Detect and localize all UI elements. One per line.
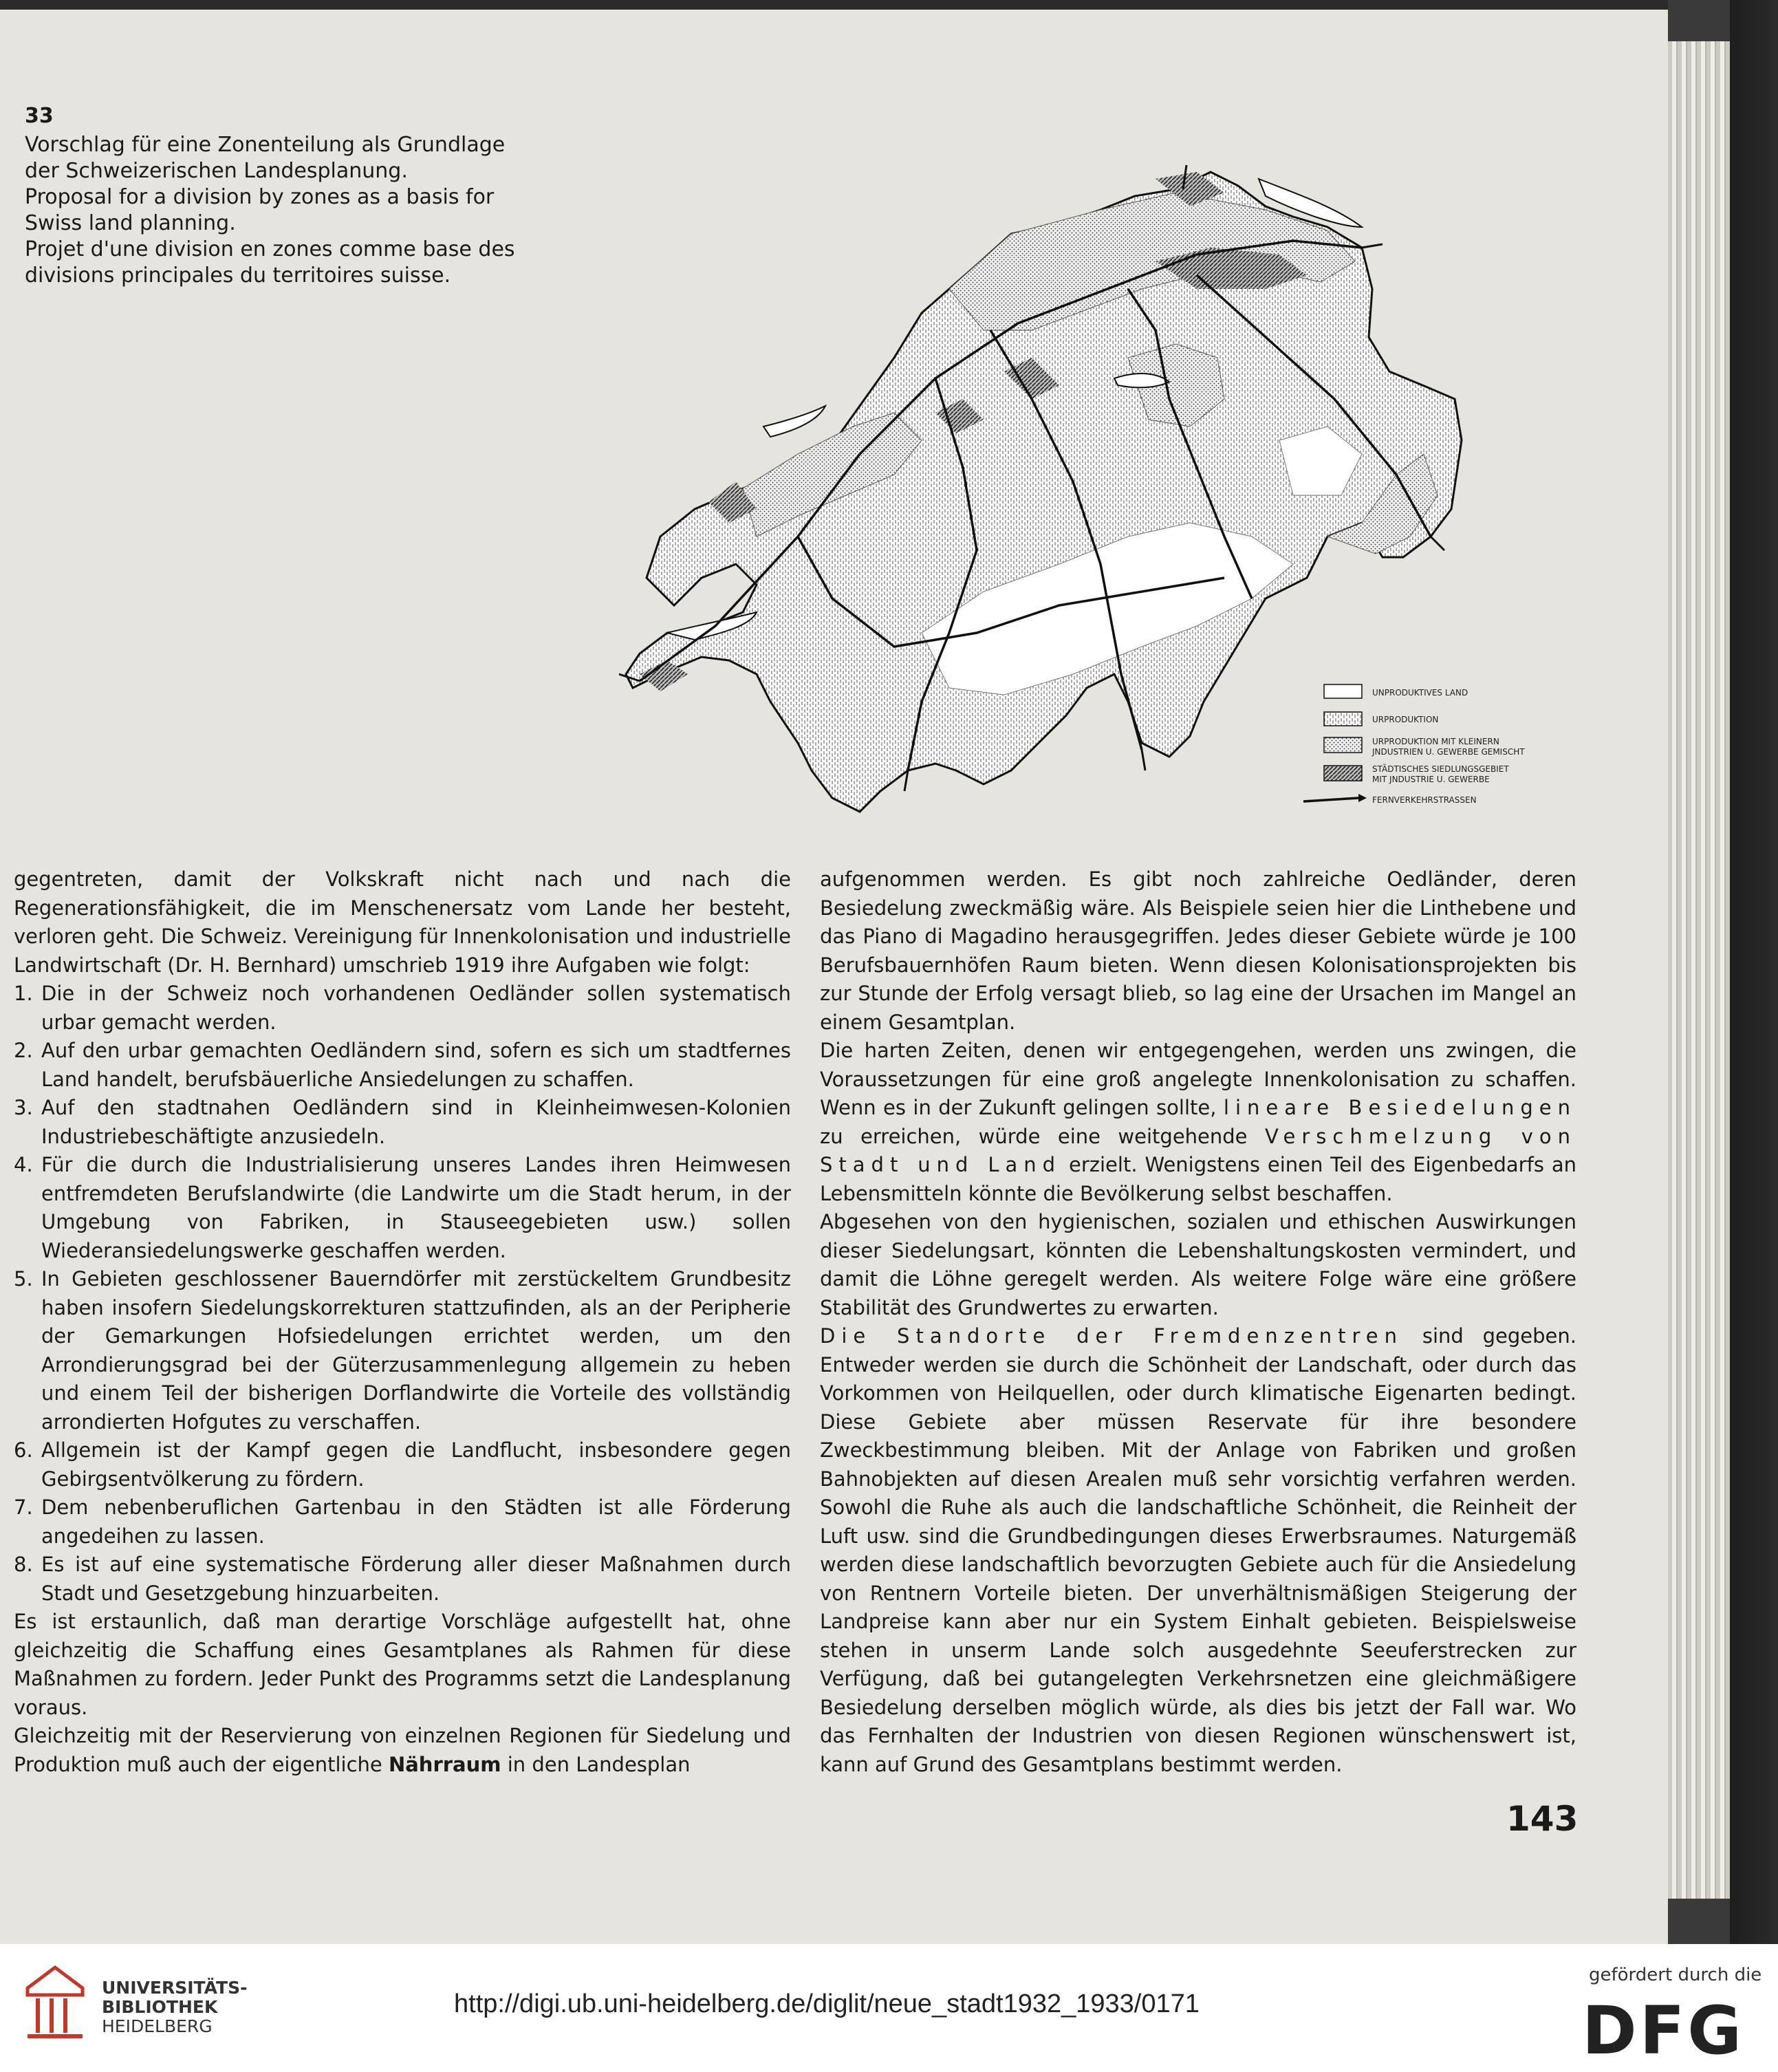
viewer-footer [0, 1944, 1778, 2072]
paragraph: Gleichzeitig mit der Reservierung von einzelnen Regionen für Siedelung und Produktion muß auch der eigentliche Nährraum in den Landesplan [14, 1724, 791, 1776]
legend-label-unproductive: UNPRODUKTIVES LAND [1372, 688, 1468, 698]
legend-swatch-primary [1324, 712, 1362, 726]
paragraph: Es ist erstaunlich, daß man derartige Vorschläge aufgestellt hat, ohne gleichzeitig die Schaffung eines Gesamtplanes als Rahmen für diese Maßnahmen zu fordern. Jeder Punkt des Programms setzt die Landesplanung voraus. [14, 1610, 791, 1719]
list-item: 5. In Gebieten geschlossener Bauerndörfer mit zerstückeltem Grundbesitz haben insofern Siedelungskorrekturen stattzufinden, als an der Peripherie der Gemarkungen Hofsiedelungen errichtet werden, um den Arrondierungsgrad bei der Güterzusammenlegung allgemein zu heben und einem Teil der bisherigen Dorflandwirte die Vorteile des vollständig arrondierten Hofgutes zu verschaffen. [14, 1267, 791, 1434]
caption-line: Proposal for a division by zones as a basis for [25, 185, 495, 209]
paragraph: Die Standorte der Fremdenzentren sind gegeben. Entweder werden sie durch die Schönheit der Landschaft, oder durch das Vorkommen von Heilquellen, oder durch klimatische Eigenarten bedingt. Diese Gebiete aber müssen Reservate für ihre besondere Zweckbestimmung bleiben. Mit der Anlage von Fabriken und großen Bahnobjekten auf diesen Arealen muß sehr vorsichtig verfahren werden. Sowohl die Ruhe als auch die landschaftliche Schönheit, die Reinheit der Luft usw. sind die Grundbedingungen dieses Erwerbsraumes. Naturgemäß werden diese landschaftlich bevorzugten Gebiete auch für die Ansiedelung von Rentnern Vorteile bieten. Der unverhältnismäßigen Steigerung der Landpreise kann aber nur ein System Einhalt gebieten. Beispielsweise stehen in unserm Lande solch ausgedehnte Seeuferstrecken zur Verfügung, daß bei gutangelegten Verkehrsnetzen eine gleichmäßigere Besiedelung derselben möglich würde, als dies bis jetzt der Fall war. Wo das Fernhalten der Industrien von diesen Regionen wünschenswert ist, kann auf Grund des Gesamtplans bestimmt werden. [820, 1324, 1576, 1776]
caption-line: der Schweizerischen Landesplanung. [25, 159, 408, 183]
book-binding [1730, 0, 1778, 1944]
legend-label-urban-1: STÄDTISCHES SIEDLUNGSGEBIET [1372, 764, 1509, 774]
map-legend [1303, 684, 1525, 805]
legend-swatch-unproductive [1324, 684, 1362, 698]
bold-term: Nährraum [388, 1752, 501, 1776]
paragraph: Abgesehen von den hygienischen, sozialen und ethischen Auswirkungen dieser Siedelungsart, könnten die Lebenshaltungskosten vermindert, und damit die Löhne geregelt werden. Als weitere Folge wäre eine größere Stabilität des Grundwertes zu erwarten. [820, 1210, 1576, 1319]
paragraph: gegentreten, damit der Volkskraft nicht nach und nach die Regenerationsfähigkeit, die im Menschenersatz vom Lande her besteht, verloren geht. Die Schweiz. Vereinigung für Innenkolonisation und industrielle Landwirtschaft (Dr. H. Bernhard) umschrieb 1919 ihre Aufgaben wie folgt: [14, 867, 791, 977]
spaced-emphasis: lineare Besiedelungen [1223, 1096, 1576, 1119]
list-item: 7. Dem nebenberuflichen Gartenbau in den Städten ist alle Förderung angedeihen zu lassen. [14, 1496, 791, 1548]
figure-caption [25, 103, 548, 289]
dfg-logo: DFG [1582, 1992, 1745, 2069]
paragraph: aufgenommen werden. Es gibt noch zahlreiche Oedländer, deren Besiedelung zweckmäßig wäre. Als Beispiele seien hier die Linthebene und das Piano di Magadino herausgegriffen. Jedes dieser Gebiete würde je 100 Berufsbauernhöfen Raum bieten. Wenn diesen Kolonisationsprojekten bis zur Stunde der Erfolg versagt blieb, so lag eine der Ursachen im Mangel an einem Gesamtplan. [820, 867, 1576, 1034]
text-column-right [820, 865, 1576, 1779]
legend-swatch-urban [1324, 766, 1362, 781]
text-column-left [14, 865, 791, 1779]
legend-label-urban-2: MIT JNDUSTRIE U. GEWERBE [1372, 775, 1490, 784]
map-lake [763, 406, 825, 437]
list-item: 2. Auf den urbar gemachten Oedländern sind, sofern es sich um stadtfernes Land handelt, berufsbäuerliche Ansiedelungen zu schaffen. [14, 1039, 791, 1091]
spaced-emphasis: Die Standorte der Fremdenzentren [820, 1324, 1404, 1348]
list-item: 8. Es ist auf eine systematische Förderung aller dieser Maßnahmen durch Stadt und Gesetzgebung hinzuarbeiten. [14, 1553, 791, 1605]
paragraph: Die harten Zeiten, denen wir entgegengehen, werden uns zwingen, die Voraussetzungen für eine groß angelegte Innenkolonisation zu schaffen. Wenn es in der Zukunft gelingen sollte, lineare Besiedelungen zu erreichen, würde eine weitgehende Verschmelzung von Stadt und Land erzielt. Wenigstens einen Teil des Eigenbedarfs an Lebensmitteln könnte die Bevölkerung selbst beschaffen. [820, 1039, 1577, 1205]
switzerland-zone-map [536, 151, 1561, 832]
caption-line: divisions principales du territoires suisse. [25, 263, 451, 288]
scan-top-edge [0, 0, 1668, 10]
library-logo-icon [21, 1961, 89, 2043]
page-number: 143 [1506, 1799, 1579, 1839]
figure-number: 33 [25, 104, 54, 128]
permalink-url[interactable]: http://digi.ub.uni-heidelberg.de/diglit/neue_stadt1932_1933/0171 [454, 1989, 1200, 2018]
list-item: 3. Auf den stadtnahen Oedländern sind in Kleinheimwesen-Kolonien Industriebeschäftigte anzusiedeln. [14, 1096, 791, 1148]
spaced-emphasis: Verschmelzung von Stadt und Land [820, 1124, 1576, 1176]
list-item: 4. Für die durch die Industrialisierung unseres Landes ihren Heimwesen entfremdeten Berufslandwirte (die Landwirte um die Stadt herum, in der Umgebung von Fabriken, in Stauseegebieten usw.) sollen Wiederansiedelungswerke geschaffen werden. [14, 1153, 791, 1262]
funding-note: gefördert durch die [1589, 1965, 1762, 1985]
caption-line: Swiss land planning. [25, 211, 236, 235]
list-item: 1. Die in der Schweiz noch vorhandenen Oedländer sollen systematisch urbar gemacht werden. [14, 982, 791, 1034]
caption-line: Projet d'une division en zones comme base des [25, 237, 515, 261]
page-edges [1668, 41, 1730, 1899]
legend-label-roads: FERNVERKEHRSTRASSEN [1372, 795, 1477, 805]
legend-label-mixed-2: JNDUSTRIEN U. GEWERBE GEMISCHT [1372, 747, 1525, 757]
library-name: UNIVERSITÄTS- BIBLIOTHEK HEIDELBERG [102, 1978, 248, 2036]
legend-label-primary: URPRODUKTION [1372, 715, 1439, 724]
list-item: 6. Allgemein ist der Kampf gegen die Landflucht, insbesondere gegen Gebirgsentvölkerung zu fördern. [14, 1438, 791, 1491]
legend-swatch-mixed [1324, 737, 1362, 753]
legend-label-mixed-1: URPRODUKTION MIT KLEINERN [1372, 737, 1499, 746]
caption-line: Vorschlag für eine Zonenteilung als Grundlage [25, 133, 506, 157]
